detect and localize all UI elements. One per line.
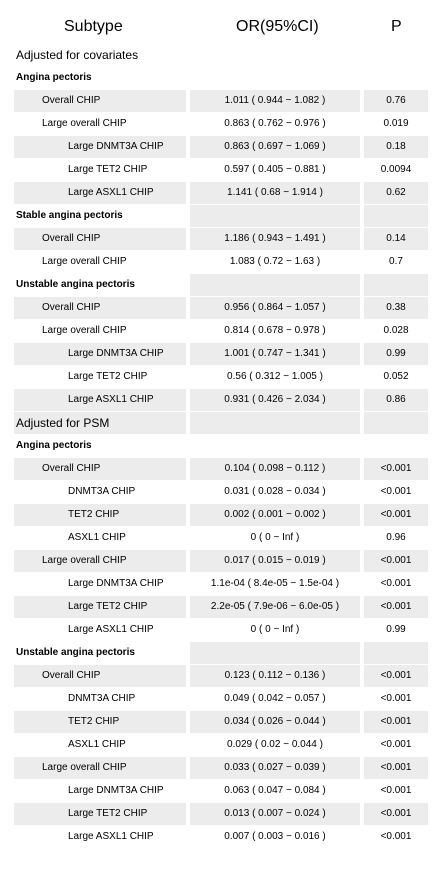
subtype-label: Large DNMT3A CHIP — [68, 578, 164, 589]
subtype-label: Overall CHIP — [14, 228, 186, 250]
p-value: <0.001 — [364, 596, 428, 618]
p-value: 0.96 — [386, 532, 406, 543]
table-row — [0, 734, 439, 756]
or-value: 0.863 ( 0.697 − 1.069 ) — [190, 136, 360, 158]
or-value: 1.1e-04 ( 8.4e-05 − 1.5e-04 ) — [210, 578, 340, 589]
table-row — [0, 136, 439, 158]
group-row — [0, 67, 439, 89]
table-row — [0, 113, 439, 135]
p-value: <0.001 — [380, 831, 412, 842]
subtype-label: Large DNMT3A CHIP — [68, 785, 164, 796]
or-value: 0.017 ( 0.015 − 0.019 ) — [190, 550, 360, 572]
table-row — [0, 803, 439, 825]
or-value: 0 ( 0 − Inf ) — [250, 532, 300, 543]
or-cell — [190, 435, 360, 457]
p-cell — [364, 274, 428, 296]
table-row — [0, 90, 439, 112]
table-row — [0, 780, 439, 802]
group-label: Angina pectoris — [16, 440, 92, 451]
or-value: 2.2e-05 ( 7.9e-06 − 6.0e-05 ) — [190, 596, 360, 618]
or-cell — [190, 274, 360, 296]
p-value: <0.001 — [364, 803, 428, 825]
subtype-label: Large DNMT3A CHIP — [14, 343, 186, 365]
header-or: OR(95%CI) — [236, 18, 319, 35]
p-value: <0.001 — [380, 785, 412, 796]
or-value: 1.083 ( 0.72 − 1.63 ) — [229, 256, 321, 267]
table-row — [0, 550, 439, 572]
or-cell — [190, 205, 360, 227]
group-row — [0, 205, 439, 227]
or-value: 0.002 ( 0.001 − 0.002 ) — [190, 504, 360, 526]
table-row — [0, 159, 439, 181]
table-row — [0, 711, 439, 733]
table-row — [0, 182, 439, 204]
subtype-label: Large overall CHIP — [14, 550, 186, 572]
p-value: 0.86 — [364, 389, 428, 411]
subtype-label: Large overall CHIP — [14, 757, 186, 779]
or-value: 0.029 ( 0.02 − 0.044 ) — [227, 739, 323, 750]
p-value: <0.001 — [364, 757, 428, 779]
p-value: 0.99 — [364, 343, 428, 365]
table-row — [0, 665, 439, 687]
section-row — [0, 44, 439, 66]
p-value: <0.001 — [380, 578, 412, 589]
table-row — [0, 504, 439, 526]
p-value: <0.001 — [364, 665, 428, 687]
subtype-label: Large overall CHIP — [42, 118, 127, 129]
table-row — [0, 688, 439, 710]
or-cell — [190, 67, 360, 89]
or-value: 0.031 ( 0.028 − 0.034 ) — [224, 486, 326, 497]
p-value: <0.001 — [380, 739, 412, 750]
subtype-label: Overall CHIP — [14, 297, 186, 319]
group-label: Stable angina pectoris — [16, 210, 123, 221]
section-row — [0, 412, 439, 434]
p-value: 0.18 — [364, 136, 428, 158]
subtype-label: Large TET2 CHIP — [68, 164, 148, 175]
or-value: 0.56 ( 0.312 − 1.005 ) — [227, 371, 323, 382]
p-cell — [364, 67, 428, 89]
section-label: Adjusted for covariates — [16, 48, 139, 62]
table-row — [0, 389, 439, 411]
p-value: <0.001 — [380, 486, 412, 497]
p-value: 0.99 — [386, 624, 406, 635]
subtype-label: DNMT3A CHIP — [68, 693, 136, 704]
group-label: Unstable angina pectoris — [16, 279, 135, 290]
subtype-label: TET2 CHIP — [14, 711, 186, 733]
or-cell — [190, 412, 360, 434]
p-cell — [364, 642, 428, 664]
group-label: Unstable angina pectoris — [16, 647, 135, 658]
p-value: 0.62 — [364, 182, 428, 204]
or-value: 0 ( 0 − Inf ) — [250, 624, 300, 635]
p-cell — [364, 412, 428, 434]
table-row — [0, 366, 439, 388]
or-value: 0.049 ( 0.042 − 0.057 ) — [224, 693, 326, 704]
group-row — [0, 642, 439, 664]
section-label: Adjusted for PSM — [14, 412, 186, 434]
subtype-label: Overall CHIP — [14, 458, 186, 480]
subtype-label: ASXL1 CHIP — [68, 739, 126, 750]
table-row — [0, 297, 439, 319]
or-value: 1.141 ( 0.68 − 1.914 ) — [190, 182, 360, 204]
subtype-label: Large overall CHIP — [42, 256, 127, 267]
p-value: <0.001 — [364, 458, 428, 480]
or-value: 1.011 ( 0.944 − 1.082 ) — [190, 90, 360, 112]
table-row — [0, 320, 439, 342]
p-value: 0.019 — [383, 118, 409, 129]
or-value: 0.956 ( 0.864 − 1.057 ) — [190, 297, 360, 319]
or-value: 0.814 ( 0.678 − 0.978 ) — [224, 325, 326, 336]
table-row — [0, 826, 439, 848]
p-value: <0.001 — [364, 550, 428, 572]
subtype-label: Large ASXL1 CHIP — [68, 831, 154, 842]
p-cell — [364, 44, 428, 66]
or-value: 1.001 ( 0.747 − 1.341 ) — [190, 343, 360, 365]
table-row — [0, 251, 439, 273]
subtype-label: Large DNMT3A CHIP — [14, 136, 186, 158]
or-cell — [190, 642, 360, 664]
subtype-label: TET2 CHIP — [14, 504, 186, 526]
p-cell — [364, 435, 428, 457]
or-value: 0.863 ( 0.762 − 0.976 ) — [224, 118, 326, 129]
subtype-label: Large TET2 CHIP — [14, 803, 186, 825]
table-row — [0, 619, 439, 641]
or-value: 1.186 ( 0.943 − 1.491 ) — [190, 228, 360, 250]
header-subtype: Subtype — [64, 18, 123, 35]
p-value: 0.0094 — [380, 164, 412, 175]
or-value: 0.033 ( 0.027 − 0.039 ) — [190, 757, 360, 779]
p-value: <0.001 — [364, 504, 428, 526]
or-cell — [190, 44, 360, 66]
table-row — [0, 481, 439, 503]
header-p: P — [391, 18, 402, 35]
table-row — [0, 228, 439, 250]
p-value: 0.14 — [364, 228, 428, 250]
or-value: 0.013 ( 0.007 − 0.024 ) — [190, 803, 360, 825]
subtype-label: DNMT3A CHIP — [68, 486, 136, 497]
p-value: <0.001 — [380, 693, 412, 704]
subtype-label: Overall CHIP — [14, 665, 186, 687]
or-value: 0.597 ( 0.405 − 0.881 ) — [224, 164, 326, 175]
p-value: <0.001 — [364, 711, 428, 733]
subtype-label: Large ASXL1 CHIP — [14, 389, 186, 411]
or-value: 0.104 ( 0.098 − 0.112 ) — [190, 458, 360, 480]
table-row — [0, 757, 439, 779]
p-cell — [364, 205, 428, 227]
or-value: 0.034 ( 0.026 − 0.044 ) — [190, 711, 360, 733]
subtype-label: Large TET2 CHIP — [68, 371, 148, 382]
table-row — [0, 596, 439, 618]
subtype-label: Overall CHIP — [14, 90, 186, 112]
p-value: 0.38 — [364, 297, 428, 319]
p-value: 0.052 — [383, 371, 409, 382]
group-label: Angina pectoris — [16, 72, 92, 83]
subtype-label: Large ASXL1 CHIP — [14, 182, 186, 204]
p-value: 0.76 — [364, 90, 428, 112]
subtype-label: Large TET2 CHIP — [14, 596, 186, 618]
subtype-label: ASXL1 CHIP — [68, 532, 126, 543]
table-row — [0, 573, 439, 595]
or-value: 0.007 ( 0.003 − 0.016 ) — [224, 831, 326, 842]
table-row — [0, 343, 439, 365]
p-value: 0.7 — [389, 256, 403, 267]
or-value: 0.063 ( 0.047 − 0.084 ) — [224, 785, 326, 796]
table-row — [0, 527, 439, 549]
table-row — [0, 458, 439, 480]
or-value: 0.123 ( 0.112 − 0.136 ) — [190, 665, 360, 687]
or-value: 0.931 ( 0.426 − 2.034 ) — [190, 389, 360, 411]
p-value: 0.028 — [383, 325, 409, 336]
group-row — [0, 435, 439, 457]
group-row — [0, 274, 439, 296]
subtype-label: Large ASXL1 CHIP — [68, 624, 154, 635]
subtype-label: Large overall CHIP — [42, 325, 127, 336]
